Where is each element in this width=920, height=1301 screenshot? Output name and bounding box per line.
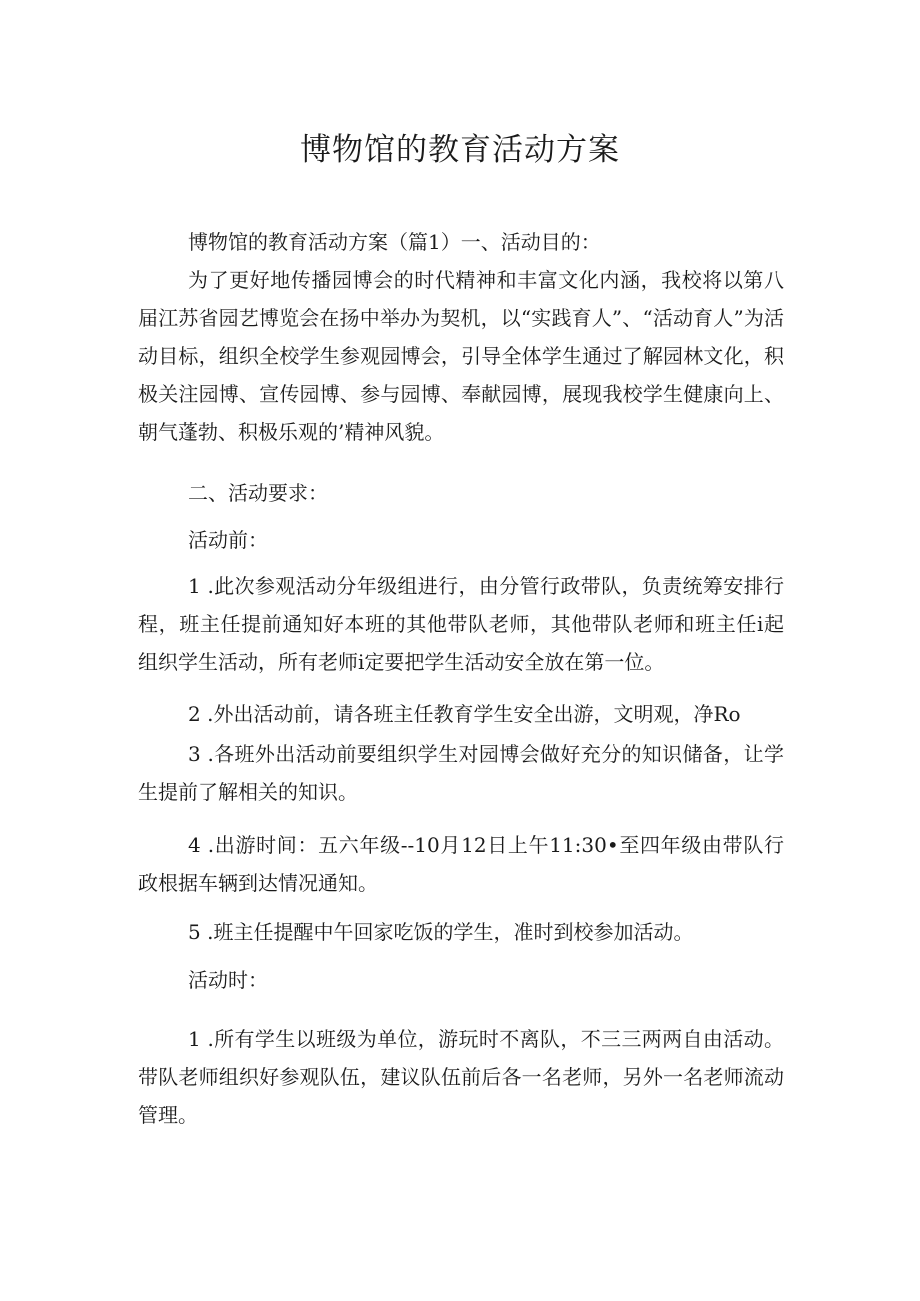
item-before-1: 1 .此次参观活动分年级组进行，由分管行政带队，负责统筹安排行程，班主任提前通知好本班的其他带队老师，其他带队老师和班主任i起组织学生活动，所有老师i定要把学生活动安全放在第一位。	[138, 574, 784, 674]
item-before-4: 4 .出游时间：五六年级--10月12日上午11:30•至四年级由带队行政根据车辆到达情况通知。	[138, 833, 784, 895]
item-before-3: 3 .各班外出活动前要组织学生对园博会做好充分的知识储备，让学生提前了解相关的知识。	[138, 742, 784, 804]
document-title: 博物馆的教育活动方案	[300, 132, 620, 168]
item-during-1: 1 .所有学生以班级为单位，游玩时不离队，不三三两两自由活动。带队老师组织好参观队伍，建议队伍前后各一名老师，另外一名老师流动管理。	[138, 1027, 784, 1127]
heading-during-activity: 活动时：	[188, 968, 268, 992]
item-before-2: 2 .外出活动前，请各班主任教育学生安全出游，文明观，净Ro	[188, 702, 741, 726]
paragraph-purpose: 为了更好地传播园博会的时代精神和丰富文化内涵，我校将以第八届江苏省园艺博览会在扬中举办为契机，以“实践育人”、“活动育人”为活动目标，组织全校学生参观园博会，引导全体学生通过了解园林文化，积极关注园博、宣传园博、参与园博、奉献园博，展现我校学生健康向上、朝气蓬勃、积极乐观的’精神风貌。	[138, 268, 784, 444]
heading-requirements: 二、活动要求：	[188, 481, 328, 505]
heading-before-activity: 活动前：	[188, 528, 268, 552]
paragraph-intro: 博物馆的教育活动方案（篇1）一、活动目的：	[188, 230, 601, 254]
item-before-5: 5 .班主任提醒中午回家吃饭的学生，准时到校参加活动。	[188, 920, 694, 944]
